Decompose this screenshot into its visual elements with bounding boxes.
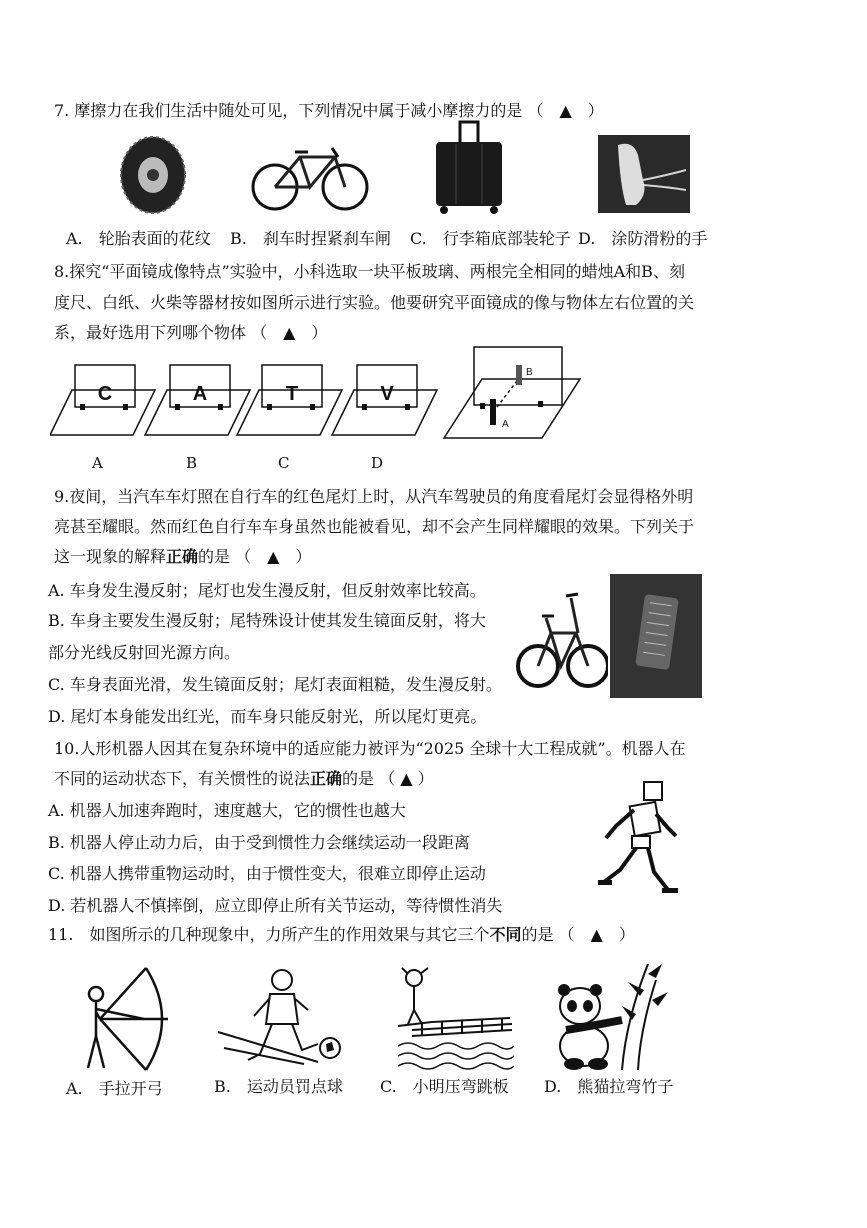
q9-line1: 9.夜间，当汽车车灯照在自行车的红色尾灯上时，从汽车驾驶员的角度看尾灯会显得格外明 — [54, 487, 694, 506]
q8-line3: 系，最好选用下列哪个物体 （ ▲ ） — [54, 323, 328, 342]
q8-label-d: D — [371, 454, 384, 472]
q7-stem: 7. 摩擦力在我们生活中随处可见，下列情况中属于减小摩擦力的是 （ ▲ ） — [54, 101, 604, 120]
candle-b-label: B — [526, 367, 533, 378]
q11-stem: 11. 如图所示的几种现象中，力所产生的作用效果与其它三个不同的是 （ ▲ ） — [48, 925, 635, 944]
q9-option-c: C. 车身表面光滑，发生镜面反射；尾灯表面粗糙，发生漫反射。 — [48, 675, 502, 694]
chalk-hand-icon — [598, 135, 690, 213]
q9-line3: 这一现象的解释正确的是 （ ▲ ） — [54, 547, 312, 566]
diving-board-icon — [392, 964, 514, 1072]
q8-label-b: B — [186, 454, 198, 472]
option-letter-c: C — [97, 383, 113, 405]
q8-line2: 度尺、白纸、火柴等器材按如图所示进行实验。他要研究平面镜成的像与物体左右位置的关 — [54, 293, 695, 312]
tire-icon — [118, 135, 188, 215]
tail-light-photo — [610, 574, 702, 698]
q10-option-a: A. 机器人加速奔跑时，速度越大，它的惯性也越大 — [48, 801, 406, 820]
mirror-options-figure — [50, 360, 450, 440]
q10-option-c: C. 机器人携带重物运动时，由于惯性变大，很难立即停止运动 — [48, 864, 486, 883]
archer-icon — [68, 964, 168, 1074]
q8-label-a: A — [92, 454, 103, 472]
q7-option-c: C. 行李箱底部装轮子 — [410, 229, 571, 248]
q9-option-b-cont: 部分光线反射回光源方向。 — [48, 643, 241, 662]
q9-option-d: D. 尾灯本身能发出红光，而车身只能反射光，所以尾灯更亮。 — [48, 707, 487, 726]
q8-label-c: C — [278, 454, 290, 472]
option-letter-t: T — [285, 383, 299, 405]
football-player-icon — [214, 964, 348, 1072]
q11-option-d: D. 熊猫拉弯竹子 — [544, 1077, 674, 1096]
q8-line1: 8.探究“平面镜成像特点”实验中，小科选取一块平板玻璃、两根完全相同的蜡烛A和B、刻 — [54, 262, 685, 281]
mirror-setup-figure — [442, 345, 582, 441]
robot-icon — [596, 778, 680, 896]
candle-a-label: A — [502, 419, 509, 430]
option-letter-a: A — [192, 383, 208, 405]
q7-option-b: B. 刹车时捏紧刹车闸 — [230, 229, 391, 248]
q11-option-a: A. 手拉开弓 — [66, 1079, 163, 1098]
q11-option-c: C. 小明压弯跳板 — [380, 1077, 509, 1096]
bicycle-icon — [250, 142, 370, 212]
q10-option-d: D. 若机器人不慎摔倒，应立即停止所有关节运动，等待惯性消失 — [48, 896, 503, 915]
panda-bamboo-icon — [552, 960, 670, 1072]
q7-option-d: D. 涂防滑粉的手 — [578, 229, 708, 248]
q7-option-a: A. 轮胎表面的花纹 — [66, 229, 211, 248]
red-bicycle-icon — [516, 578, 608, 698]
q9-option-a: A. 车身发生漫反射；尾灯也发生漫反射，但反射效率比较高。 — [48, 581, 486, 600]
suitcase-icon — [432, 120, 506, 216]
q9-option-b: B. 车身主要发生漫反射；尾特殊设计使其发生镜面反射，将大 — [48, 611, 486, 630]
q10-line1: 10.人形机器人因其在复杂环境中的适应能力被评为“2025 全球十大工程成就”。机器人在 — [54, 739, 686, 758]
option-letter-v: V — [380, 383, 394, 405]
q9-line2: 亮甚至耀眼。然而红色自行车车身虽然也能被看见，却不会产生同样耀眼的效果。下列关于 — [54, 517, 695, 536]
q10-option-b: B. 机器人停止动力后，由于受到惯性力会继续运动一段距离 — [48, 833, 470, 852]
q11-option-b: B. 运动员罚点球 — [214, 1077, 343, 1096]
q10-line2: 不同的运动状态下，有关惯性的说法正确的是 （ ▲ ） — [54, 769, 434, 788]
